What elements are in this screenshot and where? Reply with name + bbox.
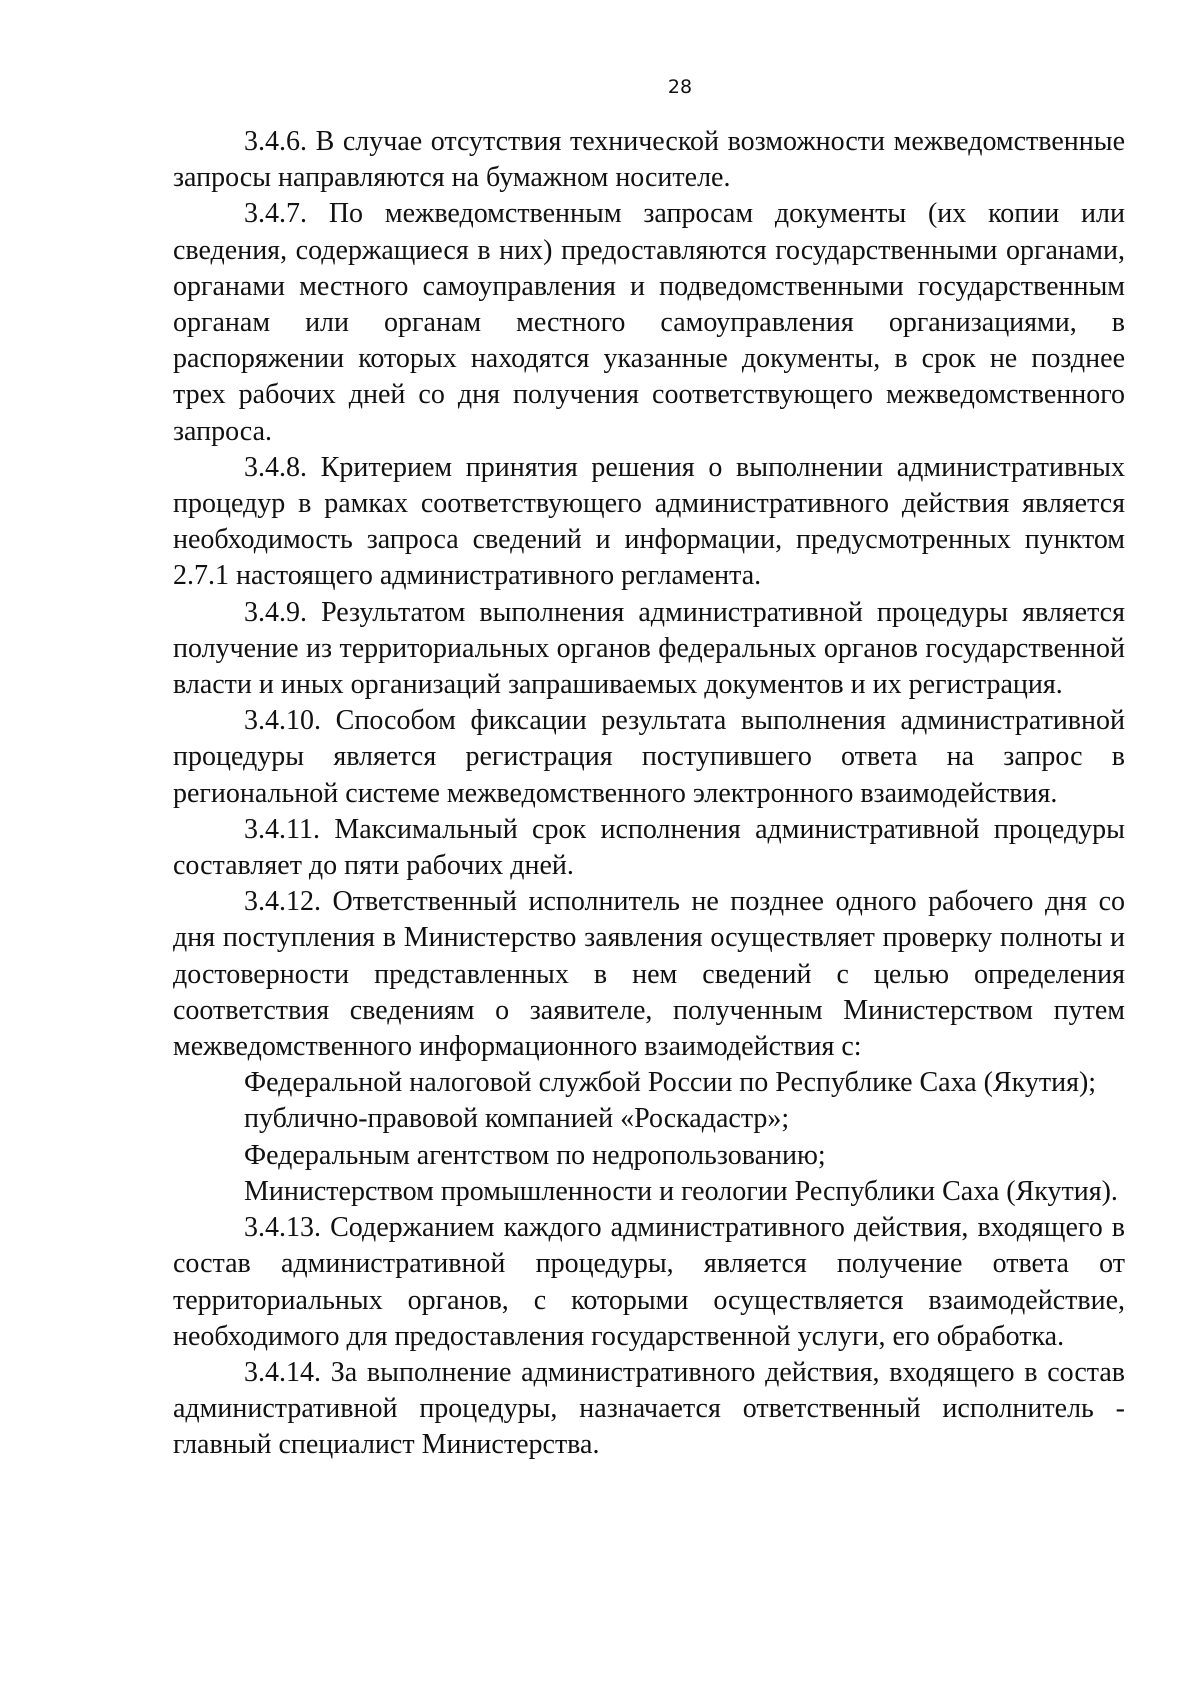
paragraph-3-4-8: 3.4.8. Критерием принятия решения о выполнении административных процедур в рамках соответствующего административного действия является необходимость запроса сведений и информации, предусмотренных пунктом 2.7.1 настоящего административного регламента.: [173, 451, 1125, 592]
paragraph-3-4-12: 3.4.12. Ответственный исполнитель не позднее одного рабочего дня со дня поступления в Министерство заявления осуществляет проверку полноты и достоверности представленных в нем сведений с целью определения соответствия сведениям о заявителе, полученным Министерством путем межведомственного информационного взаимодействия с:: [173, 886, 1125, 1063]
paragraph-3-4-10: 3.4.10. Способом фиксации результата выполнения административной процедуры является регистрация поступившего ответа на запрос в региональной системе межведомственного электронного взаимодействия.: [173, 705, 1125, 809]
paragraph-3-4-14: 3.4.14. За выполнение административного действия, входящего в состав административной процедуры, назначается ответственный исполнитель - главный специалист Министерства.: [173, 1356, 1125, 1461]
list-item-rosnedra: Федеральным агентством по недропользованию;: [244, 1139, 826, 1171]
list-item-roskadastr: публично-правовой компанией «Роскадастр»;: [244, 1103, 790, 1135]
list-item-fns: Федеральной налоговой службой России по Республике Саха (Якутия);: [244, 1067, 1097, 1099]
paragraph-3-4-13: 3.4.13. Содержанием каждого административного действия, входящего в состав административной процедуры, является получение ответа от территориальных органов, с которыми осуществляется взаимодействие, необходимого для предоставления государственной услуги, его обработка.: [173, 1212, 1125, 1352]
paragraph-3-4-9: 3.4.9. Результатом выполнения административной процедуры является получение из территориальных органов федеральных органов государственной власти и иных организаций запрашиваемых документов и их регистрация.: [173, 596, 1125, 701]
paragraph-3-4-6: 3.4.6. В случае отсутствия технической возможности межведомственные запросы направляются на бумажном носителе.: [173, 126, 1125, 194]
page-number: 28: [667, 76, 693, 98]
paragraph-3-4-11: 3.4.11. Максимальный срок исполнения административной процедуры составляет до пяти рабочих дней.: [173, 813, 1125, 882]
paragraph-3-4-7: 3.4.7. По межведомственным запросам документы (их копии или сведения, содержащиеся в них) предоставляются государственными органами, органами местного самоуправления и подведомственными государственным органам или органам местного самоуправления организациями, в распоряжении которых находятся указанные документы, в срок не позднее трех рабочих дней со дня получения соответствующего межведомственного запроса.: [173, 198, 1125, 447]
document-body: [173, 124, 1125, 1464]
list-item-ministry-industry: Министерством промышленности и геологии Республики Саха (Якутия).: [244, 1175, 1118, 1207]
